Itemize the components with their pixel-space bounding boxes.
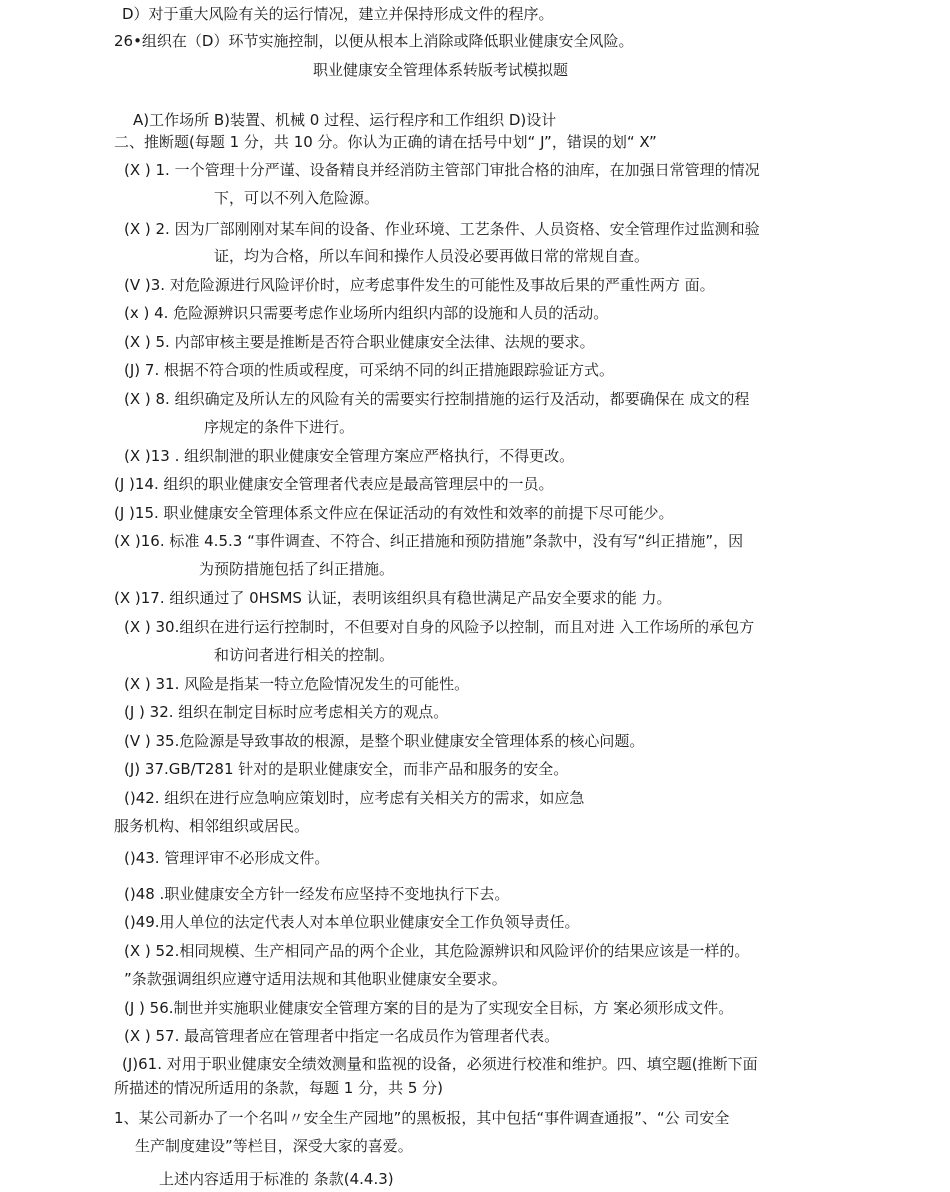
page-title: 职业健康安全管理体系转版考试模拟题: [313, 61, 569, 79]
judgment-item: (X ) 2. 因为厂部刚刚对某车间的设备、作业环境、工艺条件、人员资格、安全管理作过监测和验: [124, 220, 760, 238]
judgment-item: ()43. 管理评审不必形成文件。: [124, 849, 330, 867]
judgment-item-continued: 序规定的条件下进行。: [204, 418, 355, 436]
judgment-item: (J ) 32. 组织在制定目标时应考虑相关方的观点。: [124, 703, 449, 721]
section-heading: 二、推断题(每题 1 分，共 10 分。你认为正确的请在括号中划“ J”，错误的划“ X”: [114, 133, 657, 151]
judgment-item: (X )16. 标准 4.5.3 “事件调查、不符合、纠正措施和预防措施”条款中，没有写“纠正措施”，因: [114, 532, 744, 550]
fill-blank-item: 1、某公司新办了一个名叫〃安全生产园地”的黑板报，其中包括“事件调查通报”、“公 司安全: [114, 1109, 730, 1127]
judgment-item: (J )14. 组织的职业健康安全管理者代表应是最高管理层中的一员。: [114, 475, 554, 493]
answer-options: A)工作场所 B)装置、机械 0 过程、运行程序和工作组织 D)设计: [133, 111, 557, 129]
text-line: D）对于重大风险有关的运行情况，建立并保持形成文件的程序。: [122, 5, 554, 23]
judgment-item: (X ) 5. 内部审核主要是推断是否符合职业健康安全法律、法规的要求。: [124, 333, 595, 351]
judgment-item: (J ) 56.制世并实施职业健康安全管理方案的目的是为了实现安全目标，方 案必须形成文件。: [124, 999, 734, 1017]
judgment-item: ()48 .职业健康安全方针一经发布应坚持不变地执行下去。: [124, 885, 510, 903]
section-heading-continued: 所描述的情况所适用的条款，每题 1 分，共 5 分): [114, 1079, 444, 1097]
judgment-item-continued: 证，均为合格，所以车间和操作人员没必要再做日常的常规自查。: [214, 247, 650, 265]
judgment-item: (X ) 31. 风险是指某一特立危险情况发生的可能性。: [124, 675, 470, 693]
judgment-item: ()42. 组织在进行应急响应策划时，应考虑有关相关方的需求，如应急: [124, 789, 585, 807]
judgment-item: (J) 37.GB/T281 针对的是职业健康安全，而非产品和服务的安全。: [124, 760, 569, 778]
judgment-item: (X ) 57. 最高管理者应在管理者中指定一名成员作为管理者代表。: [124, 1027, 560, 1045]
judgment-item: (X ) 8. 组织确定及所认左的风险有关的需要实行控制措施的运行及活动，都要确保在 成文的程: [124, 390, 750, 408]
fill-blank-answer: 上述内容适用于标准的 条款(4.4.3): [159, 1170, 394, 1188]
judgment-item-continued: 下，可以不列入危险源。: [214, 189, 380, 207]
fill-blank-item-continued: 生产制度建设”等栏目，深受大家的喜爱。: [135, 1137, 413, 1155]
judgment-item-continued: 服务机构、相邻组织或居民。: [114, 817, 310, 835]
judgment-item-continued: 和访问者进行相关的控制。: [214, 646, 395, 664]
judgment-item: (J)61. 对用于职业健康安全绩效测量和监视的设备，必须进行校准和维护。四、填空题(推断下面: [122, 1055, 758, 1073]
judgment-item: (X ) 30.组织在进行运行控制时，不但要对自身的风险予以控制，而且对进 入工作场所的承包方: [124, 618, 755, 636]
judgment-item: (X )13 . 组织制泄的职业健康安全管理方案应严格执行，不得更改。: [124, 447, 575, 465]
judgment-item: (X ) 52.相同规模、生产相同产品的两个企业，其危险源辨识和风险评价的结果应该是一样的。: [124, 942, 750, 960]
judgment-item: (V ) 35.危险源是导致事故的根源，是整个职业健康安全管理体系的核心问题。: [124, 732, 645, 750]
judgment-item: (J )15. 职业健康安全管理体系文件应在保证活动的有效性和效率的前提下尽可能少。: [114, 504, 674, 522]
judgment-item: (x ) 4. 危险源辨识只需要考虑作业场所内组织内部的设施和人员的活动。: [124, 304, 609, 322]
judgment-item: ()49.用人单位的法定代表人对本单位职业健康安全工作负领导责任。: [124, 913, 580, 931]
judgment-item: (J) 7. 根据不符合项的性质或程度，可采纳不同的纠正措施跟踪验证方式。: [124, 361, 614, 379]
judgment-item: (X )17. 组织通过了 0HSMS 认证，表明该组织具有稳世满足产品安全要求的能 力。: [114, 589, 672, 607]
judgment-item: (X ) 1. 一个管理十分严谨、设备精良并经消防主管部门审批合格的油库，在加强日常管理的情况: [124, 161, 760, 179]
judgment-item-continued: 为预防措施包括了纠正措施。: [199, 560, 395, 578]
question-line: 26•组织在（D）环节实施控制，以便从根本上消除或降低职业健康安全风险。: [114, 32, 634, 50]
judgment-item: (V )3. 对危险源进行风险评价时，应考虑事件发生的可能性及事故后果的严重性两方 面。: [124, 276, 715, 294]
text-fragment: ”条款强调组织应遵守适用法规和其他职业健康安全要求。: [124, 970, 507, 988]
